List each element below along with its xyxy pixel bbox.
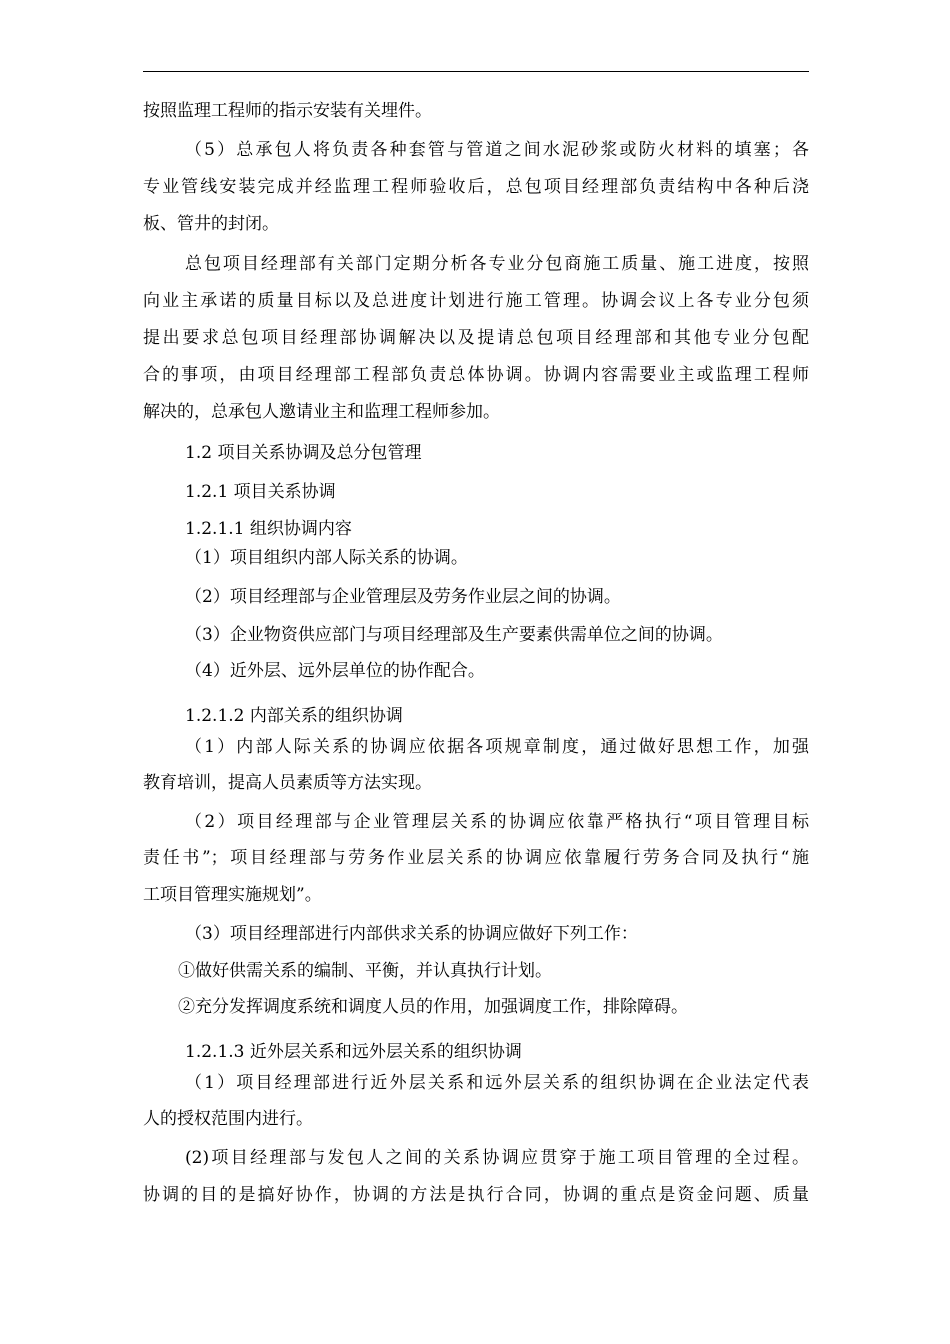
list-item: （3）企业物资供应部门与项目经理部及生产要素供需单位之间的协调。	[185, 625, 723, 645]
list-item: ①做好供需关系的编制、平衡，并认真执行计划。	[178, 961, 552, 981]
body-line: 提出要求总包项目经理部协调解决以及提请总包项目经理部和其他专业分包配	[143, 328, 809, 348]
section-heading: 1.2 项目关系协调及总分包管理	[185, 443, 422, 463]
body-line: 板、管井的封闭。	[143, 214, 279, 234]
body-line: 工项目管理实施规划”。	[143, 885, 322, 905]
body-line: 协调的目的是搞好协作，协调的方法是执行合同，协调的重点是资金问题、质量	[143, 1185, 809, 1205]
body-line: 专业管线安装完成并经监理工程师验收后，总包项目经理部负责结构中各种后浇	[143, 177, 809, 197]
body-line: 教育培训，提高人员素质等方法实现。	[143, 773, 432, 793]
body-line: （1）项目经理部进行近外层关系和远外层关系的组织协调在企业法定代表	[185, 1073, 809, 1093]
header-rule	[143, 71, 809, 72]
body-line: 解决的，总承包人邀请业主和监理工程师参加。	[143, 402, 500, 422]
list-item: （3）项目经理部进行内部供求关系的协调应做好下列工作：	[185, 924, 638, 944]
body-line: （2）项目经理部与企业管理层关系的协调应依靠严格执行“项目管理目标	[185, 812, 809, 832]
body-line: 向业主承诺的质量目标以及总进度计划进行施工管理。协调会议上各专业分包须	[143, 291, 809, 311]
body-line: (2)项目经理部与发包人之间的关系协调应贯穿于施工项目管理的全过程。	[185, 1148, 809, 1168]
body-line: （5）总承包人将负责各种套管与管道之间水泥砂浆或防火材料的填塞；各	[185, 140, 809, 160]
list-item: （1）项目组织内部人际关系的协调。	[185, 548, 468, 568]
section-heading: 1.2.1.3 近外层关系和远外层关系的组织协调	[185, 1042, 522, 1062]
section-heading: 1.2.1 项目关系协调	[185, 482, 336, 502]
section-heading: 1.2.1.2 内部关系的组织协调	[185, 706, 403, 726]
section-heading: 1.2.1.1 组织协调内容	[185, 519, 352, 539]
list-item: （2）项目经理部与企业管理层及劳务作业层之间的协调。	[185, 587, 621, 607]
body-line: 按照监理工程师的指示安装有关埋件。	[143, 101, 432, 121]
list-item: （4）近外层、远外层单位的协作配合。	[185, 661, 485, 681]
body-line: 合的事项，由项目经理部工程部负责总体协调。协调内容需要业主或监理工程师	[143, 365, 809, 385]
body-line: 总包项目经理部有关部门定期分析各专业分包商施工质量、施工进度，按照	[185, 254, 809, 274]
list-item: ②充分发挥调度系统和调度人员的作用，加强调度工作，排除障碍。	[178, 997, 688, 1017]
body-line: 人的授权范围内进行。	[143, 1109, 313, 1129]
body-line: （1）内部人际关系的协调应依据各项规章制度，通过做好思想工作，加强	[185, 737, 809, 757]
body-line: 责任书”；项目经理部与劳务作业层关系的协调应依靠履行劳务合同及执行“施	[143, 848, 809, 868]
